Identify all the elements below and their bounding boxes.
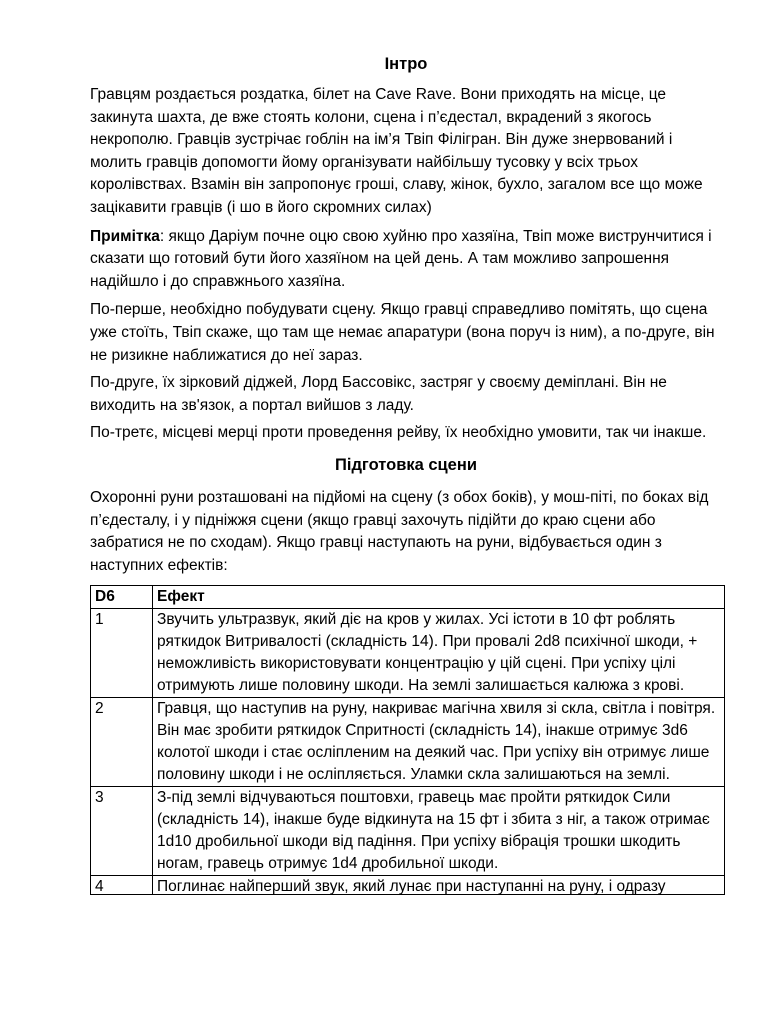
table-row: [91, 876, 725, 895]
d6-cell: 1: [91, 609, 153, 698]
column-header-effect: Ефект: [153, 586, 725, 609]
note-paragraph: [90, 226, 722, 294]
table-row: [91, 609, 725, 698]
d6-cell: 2: [91, 698, 153, 787]
d6-cell: [91, 876, 153, 895]
table-row: [91, 698, 725, 787]
table-header-row: [91, 586, 725, 609]
point-two-paragraph: По-друге, їх зірковий діджей, Лорд Бассовікс, застряг у своєму деміплані. Він не виходить на зв'язок, а портал вийшов з ладу.: [90, 374, 667, 414]
stage-paragraph: Охоронні руни розташовані на підйомі на сцену (з обох боків), у мош-піті, по боках від п’єдесталу, і у підніжжя сцени (якщо гравці захочуть підійти до краю сцени або забратися не по сходам). Якщо гравці наступають на руни, відбувається один з наступних ефектів:: [90, 488, 709, 574]
d6-cell-text: 4: [95, 878, 104, 895]
intro-paragraph: Гравцям роздається роздатка, білет на Cave Rave. Вони приходять на місце, це закинута шахта, де вже стоять колони, сцена і п’єдестал, вкрадений з якогось некрополю. Гравців зустрічає гоблін на ім’я Твіп Філігран. Він дуже знервований і молить гравців допомогти йому організувати найбільшу тусовку у всіх трьох королівствах. Взамін він запропонує гроші, славу, жінок, бухло, загалом все що може зацікавити гравців (і шо в його скромних силах): [90, 86, 703, 216]
point-one-paragraph: По-перше, необхідно побудувати сцену. Якщо гравці справедливо помітять, що сцена уже стоїть, Твіп скаже, що там ще немає апаратури (вона поруч із ним), а по-друге, він не ризикне наближатися до неї зараз.: [90, 301, 715, 364]
rune-effects-table: [90, 585, 725, 895]
effect-cell: Звучить ультразвук, який діє на кров у жилах. Усі істоти в 10 фт роблять ряткидок Витривалості (складність 14). При провалі 2d8 психічної шкоди, + неможливість використовувати концентрацію у цій сцені. При успіху цілі отримують лише половину шкоди. На землі залишається калюжа з крові.: [153, 609, 725, 698]
effect-cell: З-під землі відчуваються поштовхи, гравець має пройти ряткидок Сили (складність 14), інакше буде відкинута на 15 фт і збита з ніг, а також отримає 1d10 дробильної шкоди від падіння. При успіху вібрація трошки шкодить ногам, гравець отримує 1d4 дробильної шкоди.: [153, 787, 725, 876]
document-page: [90, 50, 722, 895]
column-header-d6: D6: [91, 586, 153, 609]
table-row: [91, 787, 725, 876]
intro-heading: Інтро: [384, 55, 428, 73]
point-three-paragraph: По-третє, місцеві мерці проти проведення рейву, їх необхідно умовити, так чи інакше.: [90, 424, 707, 442]
effect-cell: Гравця, що наступив на руну, накриває магічна хвиля зі скла, світла і повітря. Він має зробити ряткидок Спритності (складність 14), інакше отримує 3d6 колотої шкоди і стає осліпленим на деякий час. При успіху він отримує лише половину шкоди і не осліпляється. Уламки скла залишаються на землі.: [153, 698, 725, 787]
note-label: Примітка: [90, 227, 160, 245]
effect-cell: [153, 876, 725, 895]
note-text: : якщо Даріум почне оцю свою хуйню про хазяїна, Твіп може виструнчитися і сказати що готовий бути його хазяїном на цей день. А там можливо запрошення надійшло і до справжнього хазяїна.: [90, 227, 712, 290]
stage-heading: Підготовка сцени: [335, 455, 477, 474]
d6-cell: 3: [91, 787, 153, 876]
effect-cell-text: Поглинає найперший звук, який лунає при наступанні на руну, і одразу: [157, 878, 666, 895]
